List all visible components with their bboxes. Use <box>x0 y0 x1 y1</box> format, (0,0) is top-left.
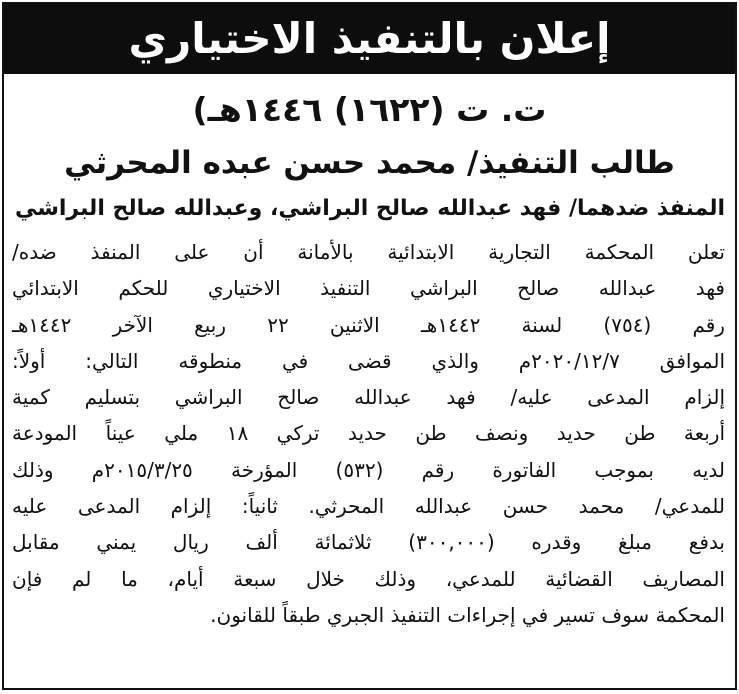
case-reference: ت. ت (١٦٢٢) ١٤٤٦هـ) <box>192 90 547 129</box>
header-bar <box>4 4 735 74</box>
notice-text <box>12 234 727 633</box>
notice-text-line: لديه بموجب الفاتورة رقم (٥٣٢) المؤرخة ٢٠١٥/٣/٢٥م وذلك <box>12 457 725 482</box>
notice-text-line: الموافق ٢٠٢٠/١٢/٧م والذي قضى في منطوقه التالي: أولاً: <box>12 348 726 373</box>
notice-text-line: للمدعي/ محمد حسن عبدالله المحرثي. ثانياً: إلزام المدعى عليه <box>12 494 725 519</box>
notice-text-line: رقم (٧٥٤) لسنة ١٤٤٢هـ الاثنين ٢٢ ربيع الآخر ١٤٤٢هـ <box>12 312 725 337</box>
notice-text-line: أربعة طن حديد ونصف طن حديد تركي ١٨ ملي عيناً المودعة <box>12 421 726 446</box>
notice-text-line: تعلن المحكمة التجارية الابتدائية بالأمانة أن على المنفذ ضده/ <box>12 240 725 264</box>
notice-text-line: المحكمة سوف تسير في إجراءات التنفيذ الجبري طبقاً للقانون. <box>210 602 725 627</box>
notice-frame <box>2 2 737 690</box>
notice-title: إعلان بالتنفيذ الاختياري <box>128 14 611 63</box>
notice-text-line: بدفع مبلغ وقدره (٣٠٠,٠٠٠) ثلاثمائة ألف ريال يمني مقابل <box>12 530 726 555</box>
notice-text-line: فهد عبدالله صالح البراشي التنفيذ الاختياري للحكم الابتدائي <box>12 276 725 301</box>
applicant-line: طالب التنفيذ/ محمد حسن عبده المحرثي <box>64 145 675 181</box>
notice-text-line: المصاريف القضائية للمدعي، وذلك خلال سبعة أيام، ما لم فإن <box>12 566 725 591</box>
respondents-line: المنفذ ضدهما/ فهد عبدالله صالح البراشي، وعبدالله صالح البراشي <box>14 196 725 221</box>
notice-text-line: إلزام المدعى عليه/ فهد عبدالله صالح البراشي بتسليم كمية <box>12 385 725 410</box>
notice-body <box>12 88 727 688</box>
